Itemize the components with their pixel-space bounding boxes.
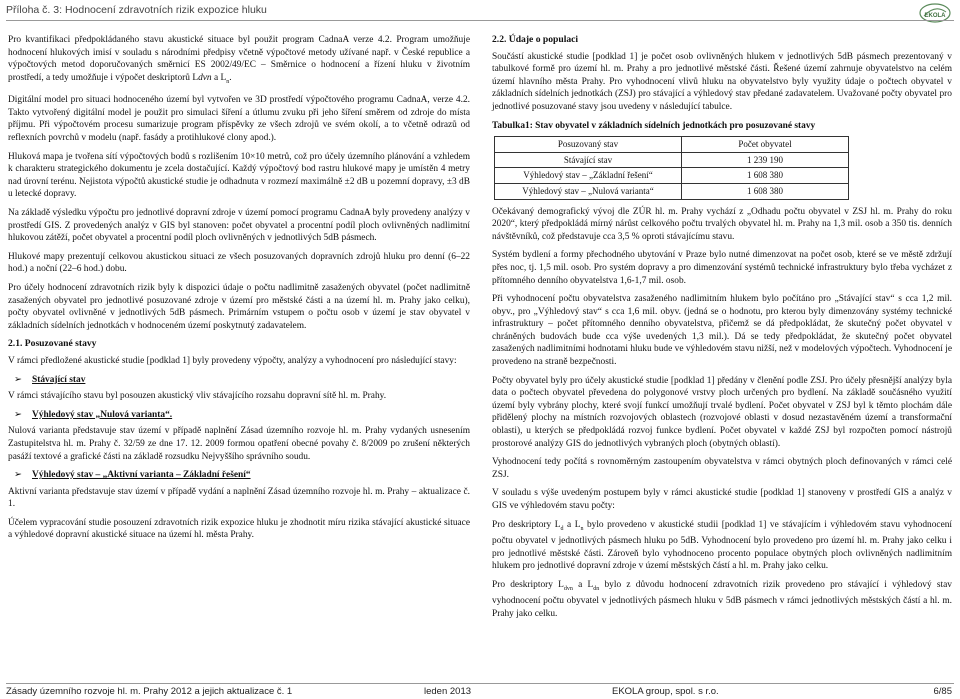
section-heading-population: 2.2. Údaje o populaci	[492, 34, 579, 45]
paragraph: Pro účely hodnocení zdravotních rizik byly k dispozici údaje o počtu nadlimitně zasažených obyvatel (počet nadlimitně zasažených obyvatel pro jednotlivé posuzované zdroje v území pro městské části a na území hl. m. Prahy jako celku), počty obyvatel ovlivněné v jednotlivých 5dB pásmech. Primárním vstupem o počtu osob v území je stav obyvatel v základních sídelních jednotkách v hodnoceném území poskytnutý zadavatelem.	[8, 282, 470, 331]
table-row	[495, 152, 849, 168]
bullet-current-state: ➢ Stávající stav	[14, 374, 86, 385]
bullet-null-variant: ➢ Výhledový stav „Nulová varianta“.	[14, 409, 173, 420]
table-header-row	[495, 137, 849, 153]
footer-page-number: 6/85	[933, 686, 952, 697]
paragraph: Hlukové mapy prezentují celkovou akustickou situaci ze všech posuzovaných dopravních zdrojů hluku pro denní (6–22 hod.) a noční (22–6 hod.) dobu.	[8, 251, 470, 275]
left-column	[8, 34, 470, 548]
footer-document-title: Zásady územního rozvoje hl. m. Prahy 2012 a jejich aktualizace č. 1	[6, 686, 293, 697]
table-header-cell: Počet obyvatel	[682, 137, 849, 153]
table-cell: 1 608 380	[682, 168, 849, 184]
paragraph: Pro kvantifikaci předpokládaného stavu akustické situace byl použit program CadnaA verze 4.2. Program umožňuje hodnocení hlukových imisí v souladu s národními předpisy včetně výpočtové metody užívané např. v České republice a výpočtových metod doporučovaných směrnicí ES 2002/49/EC – Směrnice o hodnocení a řízení hluku v životním prostředí, a tedy umožňuje i výpočet deskriptorů Ldvn a $L_n$.	[8, 35, 470, 85]
page-header-title: Příloha č. 3: Hodnocení zdravotních rizik expozice hluku	[6, 4, 267, 16]
table-cell: Stávající stav	[495, 152, 682, 168]
paragraph: V souladu s výše uvedeným postupem byly v rámci akustické studie [podklad 1] stanoveny v prostředí GIS a analýz v GIS ve výhledovém stavu počty:	[492, 488, 952, 511]
table-header-cell: Posuzovaný stav	[495, 137, 682, 153]
paragraph: Systém bydlení a formy přechodného ubytování v Praze bylo nutné dimenzovat na počet osob, které se ve městě zdržují přes noc, tj. 1,5 mil. osob. Pro systém dopravy a pro dimenzování systémů technické infrastruktury bylo třeba vycházet z přítomného denního obyvatelstva 1,6-1,7 mil. osob.	[492, 250, 952, 286]
paragraph: Na základě výsledku výpočtu pro jednotlivé dopravní zdroje v území pomocí programu CadnaA byly provedeny analýzy v prostředí GIS. Z provedených analýz v GIS byl stanoven: počet obyvatel a procentní podíl ploch ovlivněných nadlimitní hlukovou zátěží, počet obyvatel a procentní podíl ploch ovlivněných v jednotlivých 5dB pásmech.	[8, 208, 470, 244]
paragraph: Součástí akustické studie [podklad 1] je počet osob ovlivněných hlukem v jednotlivých 5dB pásmech prezentovaný v tabulkové formě pro území hl. m. Prahy a pro jednotlivé městské části. Řešené území zahrnuje obyvatelstvo na celém území hlavního města Prahy. Pro vyhodnocení vlivů hluku na obyvatelstvo byly využity údaje o počtech obyvatel v základních sídelních jednotkách (ZSJ) pro stávající a výhledový stav předané zadavatelem. Uvažované počty obyvatel pro jednotlivé posuzované stavy jsou uvedeny v následující tabulce.	[492, 51, 952, 112]
table-caption: Tabulka1: Stav obyvatel v základních sídelních jednotkách pro posuzované stavy	[492, 120, 816, 131]
paragraph: V rámci stávajícího stavu byl posouzen akustický vliv stávajícího rozsahu dopravní sítě hl. m. Prahy.	[8, 391, 387, 402]
footer-divider	[6, 683, 954, 684]
right-column	[492, 34, 952, 627]
paragraph: Pro deskriptory $L_{dvn}$ a $L_{dn}$ bylo z důvodu hodnocení zdravotních rizik provedeno pro stávající i výhledový stav vyhodnocení počtu obyvatel v jednotlivých pásmech hluku v 5dB pásmech v rámci jednotlivých městských částí a hl. m. Prahy jako celku.	[492, 579, 952, 619]
paragraph: Při vyhodnocení počtu obyvatelstva zasaženého nadlimitním hlukem bylo počítáno pro „Stávající stav“ s cca 1,2 mil. obyv., pro „Výhledový stav“ s cca 1,6 mil. obyv. (jedná se o hodnotu, pro kterou byly dimenzovány systémy technické infrastruktury – počet přítomného denního obyvatelstva, přičemž se dá předpokládat, že skutečný počet obyvatel v chráněných budovách bude cca výše uvedených 1,3 mil.). Dá se tedy předpokládat, že skutečný počet obyvatel zasažených nadlimitními hodnotami hluku bude ve výhledovém stavu nižší, než v modelových výpočtech. Vyhodnocení je provedeno na straně bezpečnosti.	[492, 294, 952, 368]
paragraph: Nulová varianta představuje stav území v případě naplnění Zásad územního rozvoje hl. m. Prahy vydaných usnesením Zastupitelstva hl. m. Prahy č. 32/59 ze dne 17. 12. 2009 formou opatření obecné povahy č. 8/2009 po zrušení některých pasáží textové a grafické části na základě rozsudku Nejvyššího správního soudu.	[8, 426, 470, 462]
paragraph: Hluková mapa je tvořena sítí výpočtových bodů s rozlišením 10×10 metrů, což pro účely územního plánování a vzhledem k charakteru strategického dokumentu je zcela dostačující. Každý výpočtový bod rastru hlukové mapy je umístěn 4 metry nad úrovní terénu. Nejistota výpočtů akustické studie je odhadnuta v rozmezí maximálně ±2 dB u pozemní dopravy, ±3 dB u letecké dopravy.	[8, 151, 470, 200]
paragraph: Účelem vypracování studie posouzení zdravotních rizik expozice hluku je zhodnotit míru rizika stávající akustické situace a výhledové dopravní akustické situace na území hl. města Prahy.	[8, 517, 470, 541]
table-row	[495, 168, 849, 184]
svg-text:EKOLA: EKOLA	[924, 13, 946, 19]
header-divider	[6, 20, 954, 21]
footer-date: leden 2013	[424, 686, 472, 697]
section-heading-states: 2.1. Posuzované stavy	[8, 338, 97, 350]
table-cell: 1 239 190	[682, 152, 849, 168]
table-cell: Výhledový stav – „Základní řešení“	[495, 168, 682, 184]
arrow-bullet-icon: ➢	[14, 470, 22, 481]
paragraph: Pro deskriptory $L_d$ a $L_n$ bylo provedeno v akustické studii [podklad 1] ve stávajícím i výhledovém stavu vyhodnocení počtu obyvatel v jednotlivých pásmech hluku po 5dB. Vyhodnocení bylo provedeno pro území hl. m. Prahy jako celku i pro jednotlivé městské části. Zároveň bylo vyhodnoceno procento populace obytných ploch ovlivněných nadlimitním hlukem pro jednotlivé dopravní zdroje v území městských částí a hl. m. Prahy jako celku.	[492, 519, 953, 572]
table-cell: Výhledový stav – „Nulová varianta“	[495, 183, 682, 199]
paragraph: V rámci předložené akustické studie [podklad 1] byly provedeny výpočty, analýzy a vyhodnocení pro následující stavy:	[8, 355, 457, 366]
footer-company: EKOLA group, spol. s r.o.	[612, 686, 719, 697]
paragraph: Počty obyvatel byly pro účely akustické studie [podklad 1] předány v členění podle ZSJ. Pro účely přesnější analýzy byla data o počtech obyvatel převedena do polygonové vrstvy ploch určených pro bydlení. Na základě součásného využití území byly vybrány plochy, které svojí funkcí umožňují trvalé bydlení. Počet obyvatel v ZSJ byl k těmto plochám dále přidělený plochy na místních rozvojových oblastech (rozvojové oblasti v dosud nezastavěném území a transformační oblasti), u kterých se předpokládá rozvoj funkce bydlení. Počet obyvatel v každé ZSJ byl rozpočten pomocí nástrojů prostorové analýzy GIS do jednotlivých vybraných ploch (obytných oblastí).	[492, 375, 952, 449]
paragraph: Aktivní varianta představuje stav území v případě vydání a naplnění Zásad územního rozvoje hl. m. Prahy – aktualizace č. 1.	[8, 486, 470, 510]
bullet-active-variant: ➢ Výhledový stav – „Aktivní varianta – Základní řešení“	[14, 470, 251, 481]
table-cell: 1 608 380	[682, 183, 849, 199]
arrow-bullet-icon: ➢	[14, 374, 22, 385]
arrow-bullet-icon: ➢	[14, 409, 22, 420]
paragraph: Vyhodnocení tedy počítá s rovnoměrným zastoupením obyvatelstva v rámci obytných ploch definovaných v rámci celé ZSJ.	[492, 457, 952, 480]
paragraph: Očekávaný demografický vývoj dle ZÚR hl. m. Prahy vychází z „Odhadu počtu obyvatel v ZSJ hl. m. Prahy do roku 2020“, který předpokládá mírný nárůst celkového počtu trvalých obyvatel hl. m. Prahy na 1,3 mil. osob a 350 tis. denních návštěvníků, což představuje cca 3,5 % oproti stávajícímu stavu.	[492, 206, 952, 242]
table-row	[495, 183, 849, 199]
paragraph: Digitální model pro situaci hodnoceného území byl vytvořen ve 3D prostředí výpočtového programu CadnaA, verze 4.2. Takto vytvořený digitální model je použit pro simulaci šíření a útlumu zvuku při jeho šíření směrem od zdroje do místa příjmu. Při výpočtovém procesu sumarizuje program příspěvky ze všech zdrojů ve svém okolí, a to včetně odrazů od reflexních povrchů v modelu (např. fasády a protihlukové clony apod.).	[8, 95, 470, 144]
population-table	[494, 136, 849, 199]
